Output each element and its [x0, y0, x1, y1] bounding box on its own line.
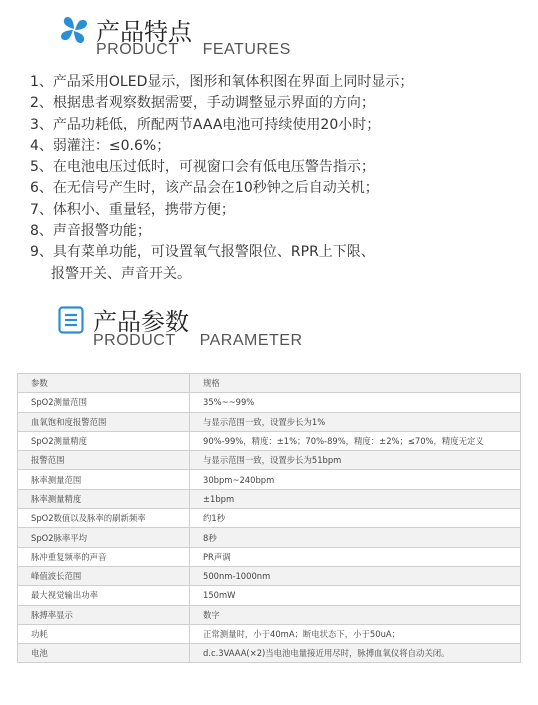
- four-petal-flower-icon: [58, 14, 90, 46]
- parameter-subtitle-word: PARAMETER: [199, 332, 303, 349]
- parameter-table: [17, 373, 521, 663]
- list-item: 8、声音报警功能；: [30, 223, 151, 240]
- param-name: 脉率测量范围: [18, 470, 190, 489]
- table-row: [18, 393, 521, 412]
- features-title: 产品特点: [96, 18, 192, 46]
- param-name: 功耗: [18, 624, 190, 643]
- table-row: [18, 431, 521, 450]
- param-value: 90%-99%，精度：±1%；70%-89%，精度：±2%；≤70%，精度无定义: [190, 431, 521, 450]
- param-value: 500nm-1000nm: [190, 566, 521, 585]
- list-item-text: 9、具有菜单功能，可设置氧气报警限位、RPR上下限、: [30, 244, 375, 261]
- table-row: [18, 624, 521, 643]
- list-item: 1、产品采用OLED显示，图形和氧体积图在界面上同时显示；: [30, 74, 414, 90]
- param-value: 35%~~99%: [190, 393, 521, 412]
- param-value: 150mW: [190, 586, 521, 605]
- param-name: 脉冲重复频率的声音: [18, 547, 190, 566]
- param-name: SpO2数值以及脉率的刷新频率: [18, 509, 190, 528]
- list-document-icon: [58, 306, 84, 334]
- param-value: 正常测量时，小于40mA；断电状态下，小于50uA；: [190, 624, 521, 643]
- list-item: [30, 242, 530, 285]
- table-row: [18, 412, 521, 431]
- param-value: 8秒: [190, 528, 521, 547]
- table-row: [18, 547, 521, 566]
- list-item: 7、体积小、重量轻，携带方便；: [30, 201, 235, 218]
- param-name: SpO2脉率平均: [18, 528, 190, 547]
- param-name: 电池: [18, 644, 190, 663]
- param-name: SpO2测量范围: [18, 393, 190, 412]
- param-name: 报警范围: [18, 451, 190, 470]
- param-value: PR声调: [190, 547, 521, 566]
- param-value: 规格: [190, 374, 521, 393]
- list-item-continuation: 报警开关、声音开关。: [51, 265, 191, 282]
- features-subtitle: [96, 41, 291, 59]
- param-name: 血氧饱和度报警范围: [18, 412, 190, 431]
- param-name: SpO2测量精度: [18, 431, 190, 450]
- list-item: 4、弱灌注：≤0.6%；: [30, 137, 171, 154]
- parameter-title: 产品参数: [93, 308, 189, 336]
- table-row: [18, 528, 521, 547]
- param-value: 数字: [190, 605, 521, 624]
- table-row: [18, 451, 521, 470]
- param-value: 与显示范围一致，设置步长为51bpm: [190, 451, 521, 470]
- parameter-subtitle: [93, 332, 303, 350]
- features-list: [30, 72, 530, 285]
- param-value: 约1秒: [190, 509, 521, 528]
- table-row: [18, 489, 521, 508]
- param-name: 最大视觉输出功率: [18, 586, 190, 605]
- list-item: 6、在无信号产生时，该产品会在10秒钟之后自动关机；: [30, 180, 379, 197]
- features-subtitle-word: FEATURES: [202, 41, 291, 58]
- table-row: [18, 470, 521, 489]
- param-name: 峰值波长范围: [18, 566, 190, 585]
- features-subtitle-word: PRODUCT: [96, 41, 179, 58]
- param-value: 与显示范围一致，设置步长为1%: [190, 412, 521, 431]
- table-row: [18, 566, 521, 585]
- list-item: 3、产品功耗低，所配两节AAA电池可持续使用20小时；: [30, 116, 381, 133]
- list-item: 5、在电池电压过低时，可视窗口会有低电压警告指示；: [30, 159, 375, 176]
- table-row: [18, 374, 521, 393]
- table-row: [18, 509, 521, 528]
- param-value: d.c.3VAAA(×2)当电池电量接近用尽时，脉搏血氧仪将自动关闭。: [190, 644, 521, 663]
- param-name: 脉率测量精度: [18, 489, 190, 508]
- table-row: [18, 644, 521, 663]
- parameter-subtitle-word: PRODUCT: [93, 332, 176, 349]
- param-name: 脉搏率显示: [18, 605, 190, 624]
- param-value: ±1bpm: [190, 489, 521, 508]
- list-item: 2、根据患者观察数据需要，手动调整显示界面的方向；: [30, 95, 375, 112]
- param-value: 30bpm~240bpm: [190, 470, 521, 489]
- table-row: [18, 586, 521, 605]
- table-row: [18, 605, 521, 624]
- param-name: 参数: [18, 374, 190, 393]
